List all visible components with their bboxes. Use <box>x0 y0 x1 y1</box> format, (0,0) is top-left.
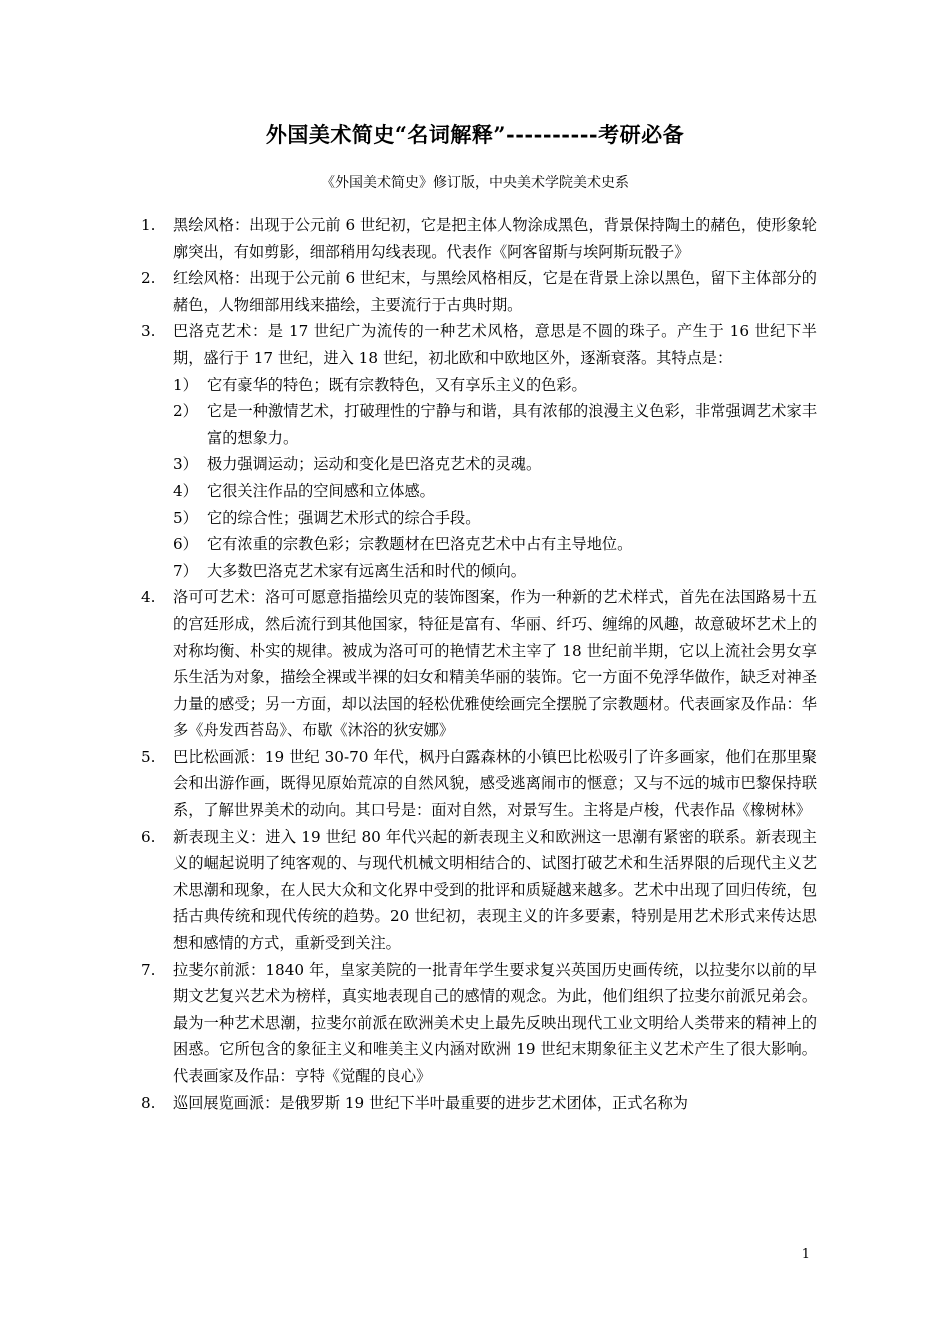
sub-item-text: 它的综合性；强调艺术形式的综合手段。 <box>207 508 481 527</box>
sub-item-text: 大多数巴洛克艺术家有远离生活和时代的倾向。 <box>207 561 526 580</box>
sub-list-item <box>173 451 817 478</box>
item-number: 2. <box>141 269 156 288</box>
sub-item-number: 7） <box>173 561 198 580</box>
sub-list-item <box>173 505 817 532</box>
sub-item-number: 4） <box>173 481 198 500</box>
item-number: 3. <box>141 322 156 341</box>
sub-list-item <box>173 398 817 451</box>
document-subtitle: 《外国美术简史》修订版，中央美术学院美术史系 <box>321 175 629 191</box>
baroque-features-list <box>173 372 817 585</box>
sub-list-item <box>173 478 817 505</box>
item-text: 巴洛克艺术：是 17 世纪广为流传的一种艺术风格，意思是不圆的珠子。产生于 16 世纪下半期，盛行于 17 世纪，进入 18 世纪，初北欧和中欧地区外，逐渐衰落。其特点是： <box>173 322 817 367</box>
item-number: 6. <box>141 827 156 846</box>
sub-item-text: 它是一种激情艺术，打破理性的宁静与和谐，具有浓郁的浪漫主义色彩，非常强调艺术家丰富的想象力。 <box>207 402 817 447</box>
list-item <box>141 212 817 265</box>
page-number: 1 <box>801 1247 810 1262</box>
item-text: 巴比松画派：19 世纪 30-70 年代，枫丹白露森林的小镇巴比松吸引了许多画家，他们在那里聚会和出游作画，既得见原始荒凉的自然风貌，感受逃离闹市的惬意；又与不远的城市巴黎保持联系，了解世界美术的动向。其口号是：面对自然，对景写生。主将是卢梭，代表作品《橡树林》 <box>173 747 817 820</box>
list-item <box>141 318 817 371</box>
list-item <box>141 1090 817 1117</box>
list-item <box>141 584 817 744</box>
document-title: 外国美术简史“名词解释”----------考研必备 <box>265 122 685 147</box>
glossary-list <box>141 212 817 1116</box>
sub-item-number: 3） <box>173 455 198 474</box>
sub-item-number: 2） <box>173 402 198 421</box>
item-number: 5. <box>141 747 156 766</box>
sub-item-number: 1） <box>173 375 198 394</box>
item-number: 4. <box>141 588 156 607</box>
sub-item-number: 5） <box>173 508 198 527</box>
item-text: 洛可可艺术：洛可可愿意指描绘贝克的装饰图案，作为一种新的艺术样式，首先在法国路易十五的宫廷形成，然后流行到其他国家，特征是富有、华丽、纤巧、缠绵的风趣，故意破坏艺术上的对称均衡、朴实的规律。被成为洛可可的艳情艺术主宰了 18 世纪前半期，它以上流社会男女享乐生活为对象，描绘全裸或半裸的妇女和精美华丽的装饰。它一方面不免浮华做作，缺乏对神圣力量的感受；另一方面，却以法国的轻松优雅使绘画完全摆脱了宗教题材。代表画家及作品：华多《舟发西苔岛》、布歇《沐浴的狄安娜》 <box>173 588 817 740</box>
sub-item-text: 它有浓重的宗教色彩；宗教题材在巴洛克艺术中占有主导地位。 <box>207 535 633 554</box>
list-item <box>141 265 817 318</box>
sub-item-number: 6） <box>173 535 198 554</box>
item-text: 拉斐尔前派：1840 年，皇家美院的一批青年学生要求复兴英国历史画传统，以拉斐尔以前的早期文艺复兴艺术为榜样，真实地表现自己的感情的观念。为此，他们组织了拉斐尔前派兄弟会。最为一种艺术思潮，拉斐尔前派在欧洲美术史上最先反映出现代工业文明给人类带来的精神上的困惑。它所包含的象征主义和唯美主义内涵对欧洲 19 世纪末期象征主义艺术产生了很大影响。代表画家及作品：亨特《觉醒的良心》 <box>173 960 817 1085</box>
sub-item-text: 它有豪华的特色；既有宗教特色，又有享乐主义的色彩。 <box>207 375 587 394</box>
sub-item-text: 它很关注作品的空间感和立体感。 <box>207 481 435 500</box>
item-number: 8. <box>141 1093 156 1112</box>
item-number: 7. <box>141 960 156 979</box>
item-text: 红绘风格：出现于公元前 6 世纪末，与黑绘风格相反，它是在背景上涂以黑色，留下主体部分的赭色，人物细部用线来描绘，主要流行于古典时期。 <box>173 269 817 314</box>
sub-list-item <box>173 531 817 558</box>
list-item <box>141 744 817 824</box>
item-number: 1. <box>141 216 156 234</box>
sub-list-item <box>173 372 817 399</box>
sub-item-text: 极力强调运动；运动和变化是巴洛克艺术的灵魂。 <box>207 455 542 474</box>
list-item <box>141 824 817 957</box>
item-text: 黑绘风格：出现于公元前 6 世纪初，它是把主体人物涂成黑色，背景保持陶土的赭色，使形象轮廓突出，有如剪影，细部稍用勾线表现。代表作《阿客留斯与埃阿斯玩骰子》 <box>173 216 817 261</box>
sub-list-item <box>173 558 817 585</box>
list-item <box>141 957 817 1090</box>
item-text: 巡回展览画派：是俄罗斯 19 世纪下半叶最重要的进步艺术团体，正式名称为 <box>173 1093 688 1112</box>
item-text: 新表现主义：进入 19 世纪 80 年代兴起的新表现主义和欧洲这一思潮有紧密的联系。新表现主义的崛起说明了纯客观的、与现代机械文明相结合的、试图打破艺术和生活界限的后现代主义艺术思潮和现象，在人民大众和文化界中受到的批评和质疑越来越多。艺术中出现了回归传统，包括古典传统和现代传统的趋势。20 世纪初，表现主义的许多要素，特别是用艺术形式来传达思想和感情的方式，重新受到关注。 <box>173 827 817 953</box>
